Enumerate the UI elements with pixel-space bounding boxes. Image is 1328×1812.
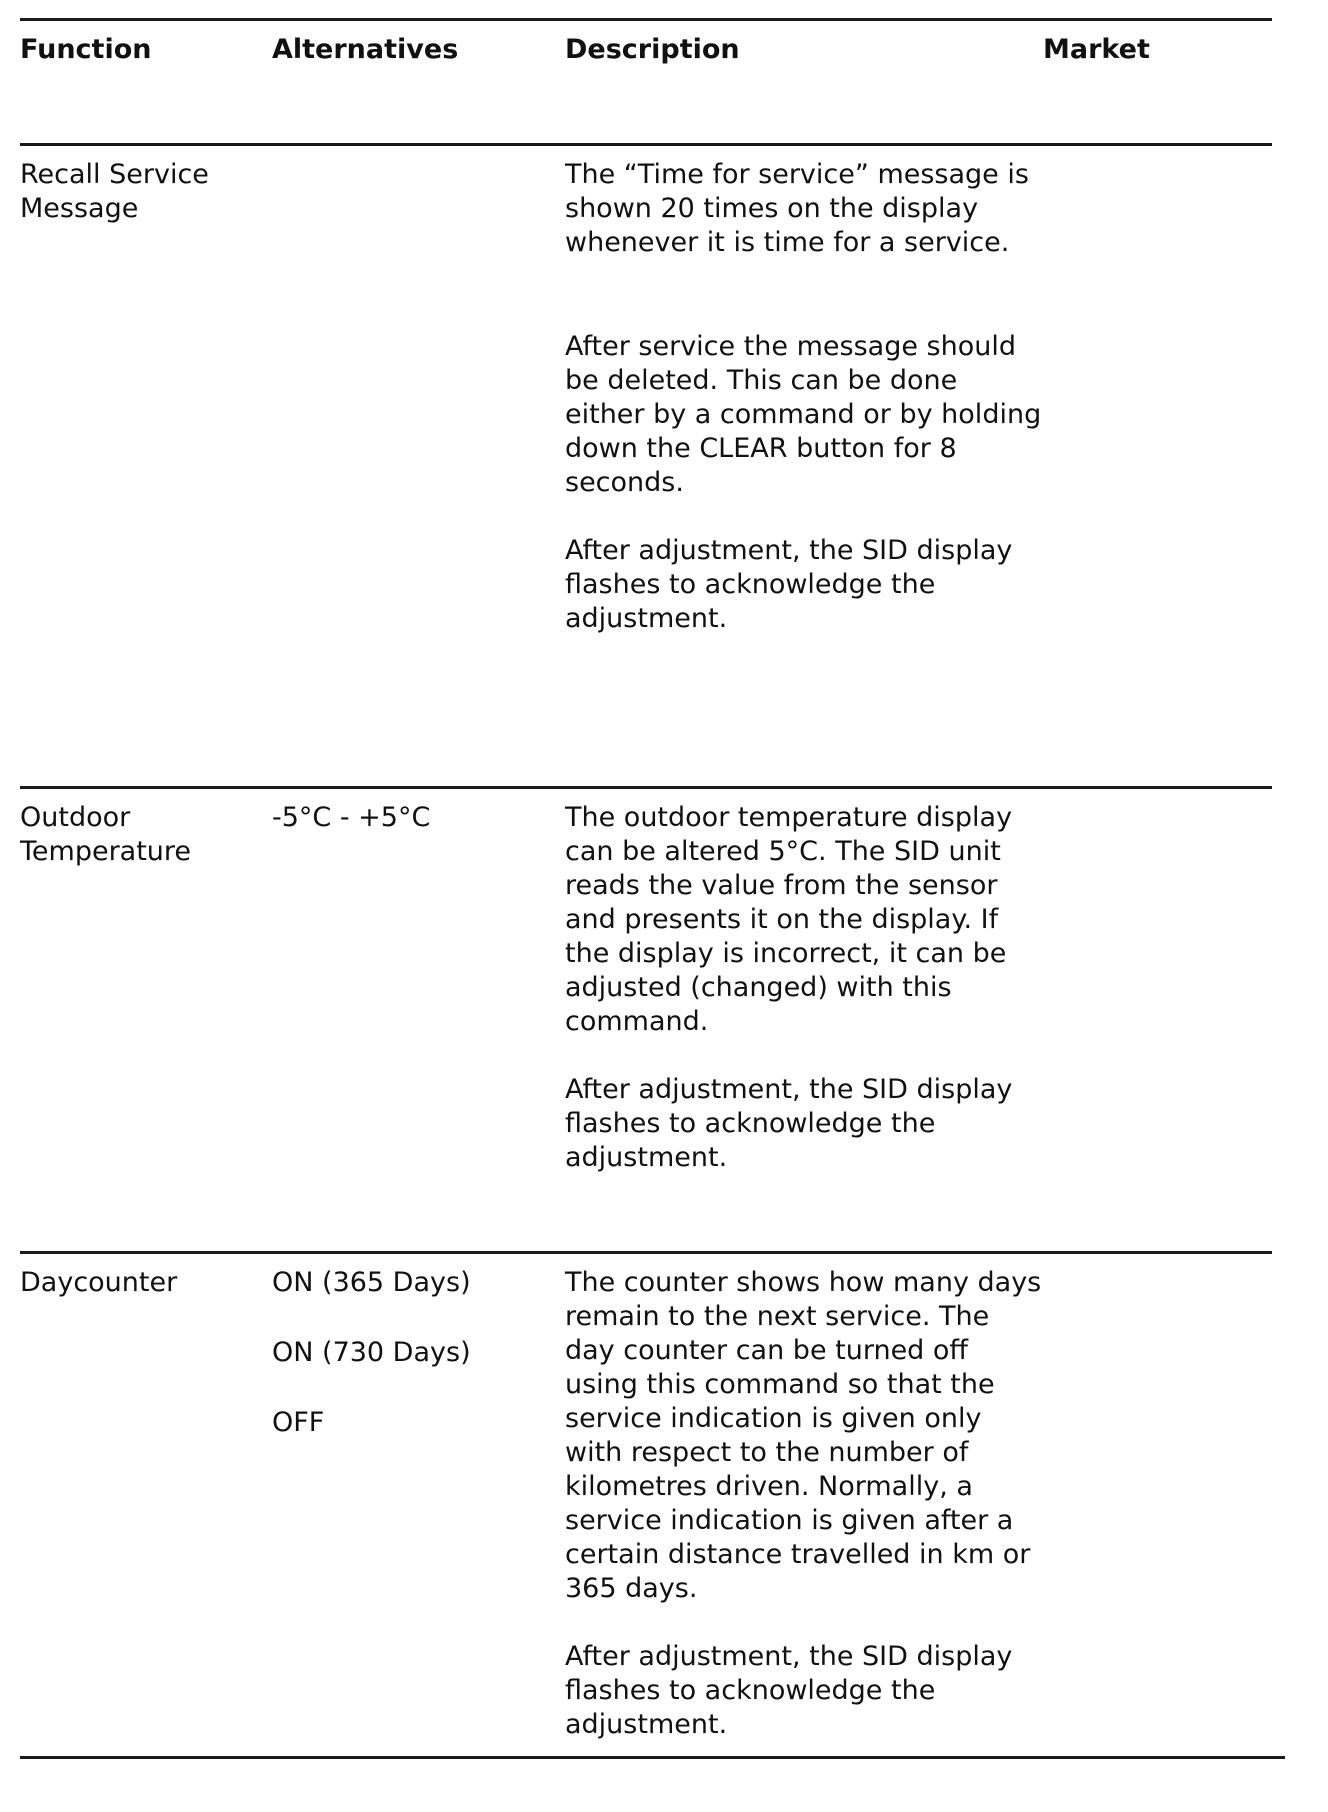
row-alternatives — [272, 801, 542, 871]
description-paragraph: After adjustment, the SID display flashes to acknowledge the adjustment. — [565, 1641, 1013, 1740]
header-bottom-rule — [20, 143, 1272, 146]
description-paragraph: The outdoor temperature display can be altered 5°C. The SID unit reads the value from the sensor and presents it on the display. If the display is incorrect, it can be adjusted (changed) with this command. — [565, 802, 1013, 1037]
description-paragraph: After service the message should be deleted. This can be done either by a command or by holding down the CLEAR button for 8 seconds. — [565, 331, 1042, 498]
alternative-item: ON (365 Days) — [272, 1267, 471, 1298]
row-description — [565, 158, 1045, 636]
header-alternatives: Alternatives — [272, 34, 459, 65]
row-divider — [20, 1251, 1272, 1254]
header-description: Description — [565, 34, 740, 65]
alternative-item: OFF — [272, 1407, 325, 1438]
row-description — [565, 1266, 1045, 1742]
row-alternatives — [272, 1266, 542, 1476]
header-function: Function — [20, 34, 152, 65]
alternative-item: -5°C - +5°C — [272, 802, 431, 833]
row-function: Recall Service Message — [20, 159, 209, 224]
row-divider — [20, 786, 1272, 789]
table-bottom-rule — [20, 1756, 1285, 1759]
header-market: Market — [1043, 34, 1150, 65]
description-paragraph: The counter shows how many days remain to the next service. The day counter can be turned off using this command so that the service indication is given only with respect to the number of kilometres driven. Normally, a service indication is given after a certain distance travelled in km or 365 days. — [565, 1267, 1042, 1604]
row-function: Daycounter — [20, 1267, 178, 1298]
row-description — [565, 801, 1045, 1175]
alternative-item: ON (730 Days) — [272, 1337, 471, 1368]
row-function: Outdoor Temperature — [20, 802, 192, 867]
description-paragraph: After adjustment, the SID display flashes to acknowledge the adjustment. — [565, 1074, 1013, 1173]
description-paragraph: After adjustment, the SID display flashes to acknowledge the adjustment. — [565, 535, 1013, 634]
description-paragraph: The “Time for service” message is shown 20 times on the display whenever it is time for a service. — [565, 159, 1029, 258]
table-header-row — [20, 21, 1272, 146]
